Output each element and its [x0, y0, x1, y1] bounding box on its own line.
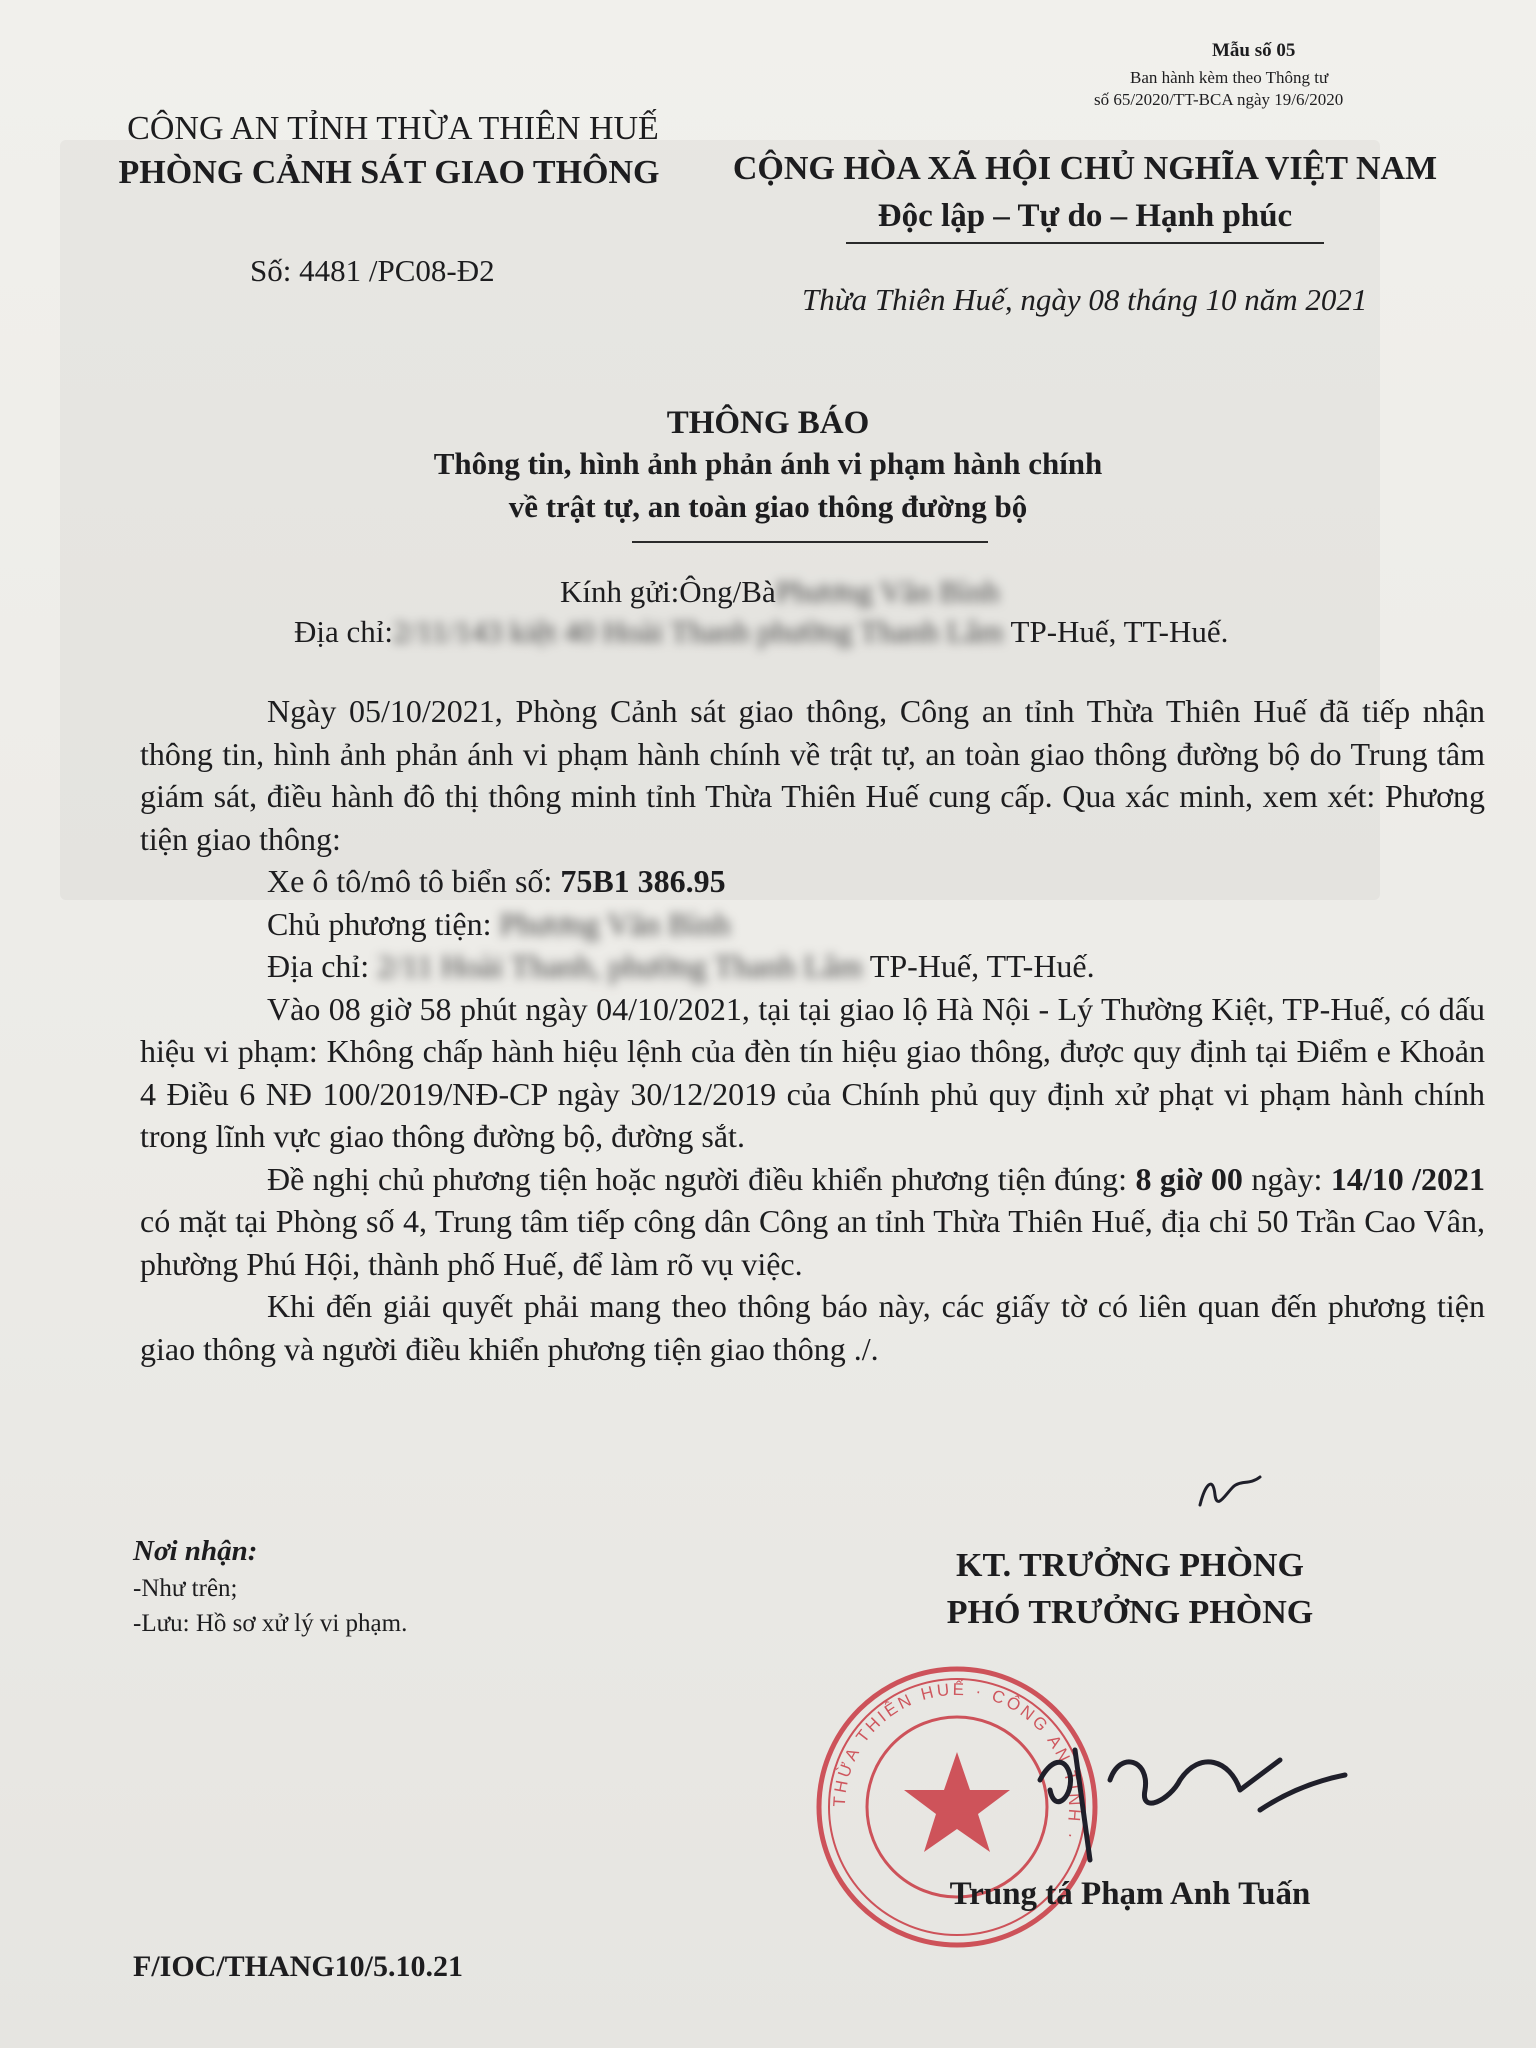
owner-address-label: Địa chỉ: [267, 948, 378, 984]
seal-text: THỪA THIÊN HUẾ · CÔNG AN TỈNH · [829, 1679, 1085, 1844]
agency-line1: CÔNG AN TỈNH THỪA THIÊN HUẾ [127, 110, 659, 147]
owner-address-line [140, 945, 1485, 988]
recipient-line [560, 574, 1000, 610]
national-motto: Độc lập – Tự do – Hạnh phúc [877, 198, 1293, 234]
summons-time: 8 giờ 00 [1135, 1160, 1243, 1197]
motto-underline [846, 242, 1324, 244]
form-issued-line1: Ban hành kèm theo Thông tư [1130, 68, 1329, 87]
owner-name-redacted: Phương Văn Bình [499, 905, 731, 942]
form-issued-line2: số 65/2020/TT-BCA ngày 19/6/2020 [1094, 90, 1344, 109]
paragraph-violation: Vào 08 giờ 58 phút ngày 04/10/2021, tại tại giao lộ Hà Nội - Lý Thường Kiệt, TP-Huế, có dấu hiệu vi phạm: Không chấp hành hiệu lệnh của đèn tín hiệu giao thông, được quy định tại Điểm e Khoản 4 Điều 6 NĐ 100/2019/NĐ-CP ngày 30/12/2019 của Chính phủ quy định xử phạt vi phạm hành chính trong lĩnh vực giao thông đường bộ, đường sắt. [140, 990, 1485, 1154]
document-number: Số: 4481 /PC08-Đ2 [250, 253, 495, 288]
owner-address-suffix: TP-Huế, TT-Huế. [862, 948, 1095, 984]
signature-title-1: KT. TRƯỞNG PHÒNG [956, 1547, 1304, 1584]
signature-title-2: PHÓ TRƯỞNG PHÒNG [946, 1594, 1314, 1631]
recipient-name-redacted: Phương Văn Bình [775, 574, 1000, 609]
signer-name: Trung tá Phạm Anh Tuấn [949, 1876, 1311, 1912]
vehicle-plate-line [140, 860, 1485, 903]
paragraph-reception: Ngày 05/10/2021, Phòng Cảnh sát giao thông, Công an tỉnh Thừa Thiên Huế đã tiếp nhận thông tin, hình ảnh phản ánh vi phạm hành chính về trật tự, an toàn giao thông đường bộ do Trung tâm giám sát, điều hành đô thị thông minh tỉnh Thừa Thiên Huế cung cấp. Qua xác minh, xem xét: Phương tiện giao thông: [140, 693, 1485, 857]
handwritten-signature-icon [1030, 1720, 1350, 1870]
recipient-address-redacted: 2/11/143 kiệt 40 Hoài Thanh phường Thanh Lâm [393, 614, 1004, 649]
recipient-address-suffix: TP-Huế, TT-Huế. [1003, 614, 1229, 649]
summons-text-c: có mặt tại Phòng số 4, Trung tâm tiếp công dân Công an tỉnh Thừa Thiên Huế, địa chỉ 50 Trần Cao Vân, phường Phú Hội, thành phố Huế, để làm rõ vụ việc. [140, 1203, 1485, 1282]
recipient-label: Kính gửi:Ông/Bà [560, 574, 776, 609]
plate-value: 75B1 386.95 [560, 863, 726, 899]
owner-line [140, 903, 1485, 946]
document-subtitle-1: Thông tin, hình ảnh phản ánh vi phạm hành chính [433, 446, 1103, 481]
summons-date: 14/10 /2021 [1330, 1160, 1486, 1197]
plate-label: Xe ô tô/mô tô biển số: [267, 863, 561, 899]
recipients-item-1: -Như trên; [133, 1575, 238, 1602]
agency-line2: PHÒNG CẢNH SÁT GIAO THÔNG [118, 154, 660, 191]
summons-text-b: ngày: [1242, 1160, 1331, 1197]
document-subtitle-2: về trật tự, an toàn giao thông đường bộ [508, 489, 1028, 524]
paragraph-summons [140, 1158, 1485, 1286]
title-rule [632, 541, 988, 543]
initials-mark-icon [1195, 1465, 1265, 1515]
document-title: THÔNG BÁO [666, 405, 870, 441]
recipients-heading: Nơi nhận: [133, 1535, 258, 1567]
recipient-address-label: Địa chỉ: [294, 614, 393, 649]
owner-label: Chủ phương tiện: [267, 905, 500, 942]
recipients-item-2: -Lưu: Hồ sơ xử lý vi phạm. [133, 1610, 408, 1637]
form-number: Mẫu số 05 [1212, 40, 1296, 61]
owner-address-redacted: 2/11 Hoài Thanh, phường Thanh Lâm [377, 948, 863, 984]
paragraph-documents: Khi đến giải quyết phải mang theo thông báo này, các giấy tờ có liên quan đến phương tiện giao thông và người điều khiển phương tiện giao thông ./. [140, 1288, 1485, 1367]
notice-body [140, 690, 1485, 1370]
summons-text-a: Đề nghị chủ phương tiện hoặc người điều khiển phương tiện đúng: [267, 1160, 1136, 1197]
recipient-address-line [294, 614, 1228, 650]
footer-code: F/IOC/THANG10/5.10.21 [133, 1950, 464, 1983]
date-line: Thừa Thiên Huế, ngày 08 tháng 10 năm 2021 [802, 282, 1368, 317]
nation-heading: CỘNG HÒA XÃ HỘI CHỦ NGHĨA VIỆT NAM [732, 150, 1438, 187]
